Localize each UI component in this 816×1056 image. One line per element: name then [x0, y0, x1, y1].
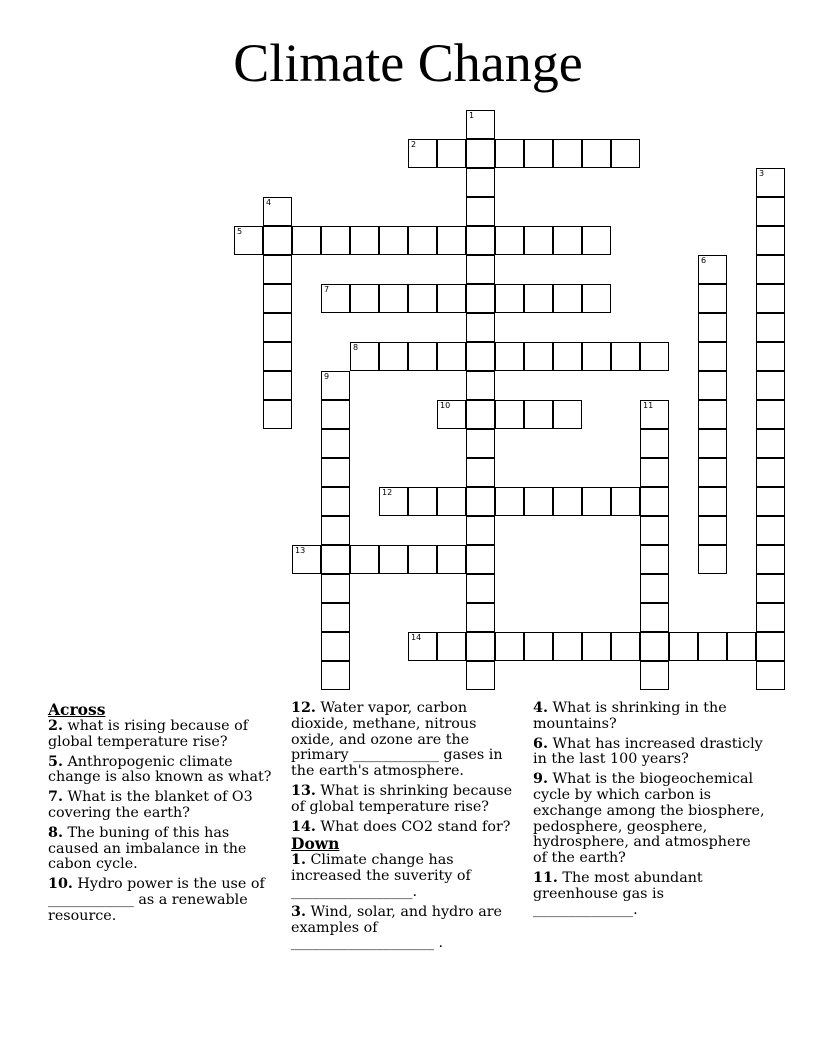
grid-cell[interactable]	[524, 400, 553, 429]
grid-cell[interactable]	[321, 284, 350, 313]
grid-cell[interactable]	[321, 661, 350, 690]
grid-cell[interactable]	[321, 603, 350, 632]
clue-down-3: 3. Wind, solar, and hydro are examples of ____________________ .	[291, 903, 503, 952]
grid-cell[interactable]	[640, 545, 669, 574]
grid-cell[interactable]	[756, 313, 785, 342]
grid-cell[interactable]	[321, 458, 350, 487]
cell-number: 2	[411, 140, 417, 149]
grid-cell[interactable]	[698, 371, 727, 400]
grid-cell[interactable]	[756, 487, 785, 516]
grid-cell[interactable]	[466, 284, 495, 313]
grid-cell[interactable]	[698, 313, 727, 342]
grid-cell[interactable]	[756, 516, 785, 545]
grid-cell[interactable]	[756, 545, 785, 574]
grid-cell[interactable]	[466, 429, 495, 458]
grid-cell[interactable]	[466, 139, 495, 168]
grid-cell[interactable]	[698, 342, 727, 371]
grid-cell[interactable]	[321, 516, 350, 545]
grid-cell[interactable]	[263, 197, 292, 226]
clue-down-11: 11. The most abundant greenhouse gas is ______________.	[533, 869, 703, 918]
grid-cell[interactable]	[437, 632, 466, 661]
grid-cell[interactable]	[234, 226, 263, 255]
cell-number: 12	[382, 488, 393, 497]
grid-cell[interactable]	[437, 342, 466, 371]
grid-cell[interactable]	[466, 110, 495, 139]
grid-cell[interactable]	[437, 284, 466, 313]
grid-cell[interactable]	[582, 632, 611, 661]
grid-cell[interactable]	[698, 458, 727, 487]
grid-cell[interactable]	[495, 632, 524, 661]
grid-cell[interactable]	[321, 487, 350, 516]
clue-across-10: 10. Hydro power is the use of ____________ as a renewable resource.	[48, 876, 265, 924]
grid-cell[interactable]	[640, 342, 669, 371]
grid-cell[interactable]	[553, 139, 582, 168]
puzzle-title: Climate Change	[233, 33, 583, 93]
grid-cell[interactable]	[524, 487, 553, 516]
grid-cell[interactable]	[263, 255, 292, 284]
grid-cell[interactable]	[756, 168, 785, 197]
cell-number: 1	[469, 111, 475, 120]
cell-number: 3	[759, 169, 765, 178]
grid-cell[interactable]	[379, 487, 408, 516]
clue-across-8: 8. The buning of this has caused an imbalance in the cabon cycle.	[48, 824, 247, 873]
cell-number: 13	[295, 546, 306, 555]
grid-cell[interactable]	[437, 487, 466, 516]
grid-cell[interactable]	[553, 284, 582, 313]
grid-cell[interactable]	[698, 632, 727, 661]
grid-cell[interactable]	[321, 400, 350, 429]
grid-cell[interactable]	[466, 226, 495, 255]
grid-cell[interactable]	[640, 603, 669, 632]
grid-cell[interactable]	[466, 545, 495, 574]
grid-cell[interactable]	[640, 487, 669, 516]
clue-down-4: 4. What is shrinking in the mountains?	[533, 700, 727, 732]
clue-across-12: 12. Water vapor, carbon dioxide, methane, nitrous oxide, and ozone are the primary ____________ gases in the earth's atmosphere.	[291, 700, 503, 780]
grid-cell[interactable]	[553, 487, 582, 516]
grid-cell[interactable]	[756, 458, 785, 487]
cell-number: 6	[701, 256, 707, 265]
grid-cell[interactable]	[466, 197, 495, 226]
grid-cell[interactable]	[698, 487, 727, 516]
grid-cell[interactable]	[495, 400, 524, 429]
grid-cell[interactable]	[466, 487, 495, 516]
grid-cell[interactable]	[408, 545, 437, 574]
grid-cell[interactable]	[321, 226, 350, 255]
grid-cell[interactable]	[466, 516, 495, 545]
grid-cell[interactable]	[408, 632, 437, 661]
clues-column-3	[533, 701, 765, 922]
grid-cell[interactable]	[263, 400, 292, 429]
clue-across-5: 5. Anthropogenic climate change is also known as what?	[48, 753, 272, 786]
grid-cell[interactable]	[756, 197, 785, 226]
grid-cell[interactable]	[553, 226, 582, 255]
grid-cell[interactable]	[698, 429, 727, 458]
grid-cell[interactable]	[379, 284, 408, 313]
grid-cell[interactable]	[466, 371, 495, 400]
grid-cell[interactable]	[437, 139, 466, 168]
grid-cell[interactable]	[698, 516, 727, 545]
grid-cell[interactable]	[263, 313, 292, 342]
grid-cell[interactable]	[408, 487, 437, 516]
grid-cell[interactable]	[408, 139, 437, 168]
cell-number: 9	[324, 372, 330, 381]
grid-cell[interactable]	[582, 284, 611, 313]
grid-cell[interactable]	[466, 603, 495, 632]
grid-cell[interactable]	[698, 400, 727, 429]
grid-cell[interactable]	[350, 226, 379, 255]
clue-down-9: 9. What is the biogeochemical cycle by which carbon is exchange among the biosphere, pedosphere, geosphere, hydrosphere, and atmosphere of the earth?	[533, 771, 765, 867]
grid-cell[interactable]	[350, 342, 379, 371]
clue-across-13: 13. What is shrinking because of global temperature rise?	[291, 782, 513, 815]
grid-cell[interactable]	[640, 516, 669, 545]
grid-cell[interactable]	[466, 168, 495, 197]
grid-cell[interactable]	[640, 429, 669, 458]
cell-number: 7	[324, 285, 330, 294]
grid-cell[interactable]	[756, 284, 785, 313]
grid-cell[interactable]	[350, 284, 379, 313]
grid-cell[interactable]	[263, 284, 292, 313]
grid-cell[interactable]	[698, 255, 727, 284]
grid-cell[interactable]	[582, 139, 611, 168]
grid-cell[interactable]	[292, 226, 321, 255]
grid-cell[interactable]	[611, 139, 640, 168]
grid-cell[interactable]	[263, 371, 292, 400]
grid-cell[interactable]	[756, 632, 785, 661]
grid-cell[interactable]	[437, 545, 466, 574]
clue-down-6: 6. What has increased drasticly in the last 100 years?	[533, 735, 763, 768]
grid-cell[interactable]	[756, 400, 785, 429]
cell-number: 11	[643, 401, 654, 410]
grid-cell[interactable]	[495, 226, 524, 255]
clue-down-1: 1. Climate change has increased the suverity of _________________.	[291, 852, 471, 900]
clue-across-14: 14. What does CO2 stand for?	[291, 818, 511, 835]
grid-cell[interactable]	[756, 226, 785, 255]
cell-number: 4	[266, 198, 272, 207]
grid-cell[interactable]	[408, 342, 437, 371]
cell-number: 14	[411, 633, 422, 642]
grid-cell[interactable]	[640, 661, 669, 690]
grid-cell[interactable]	[495, 342, 524, 371]
grid-cell[interactable]	[582, 487, 611, 516]
grid-cell[interactable]	[669, 632, 698, 661]
grid-cell[interactable]	[379, 342, 408, 371]
grid-cell[interactable]	[698, 545, 727, 574]
grid-cell[interactable]	[379, 545, 408, 574]
grid-cell[interactable]	[553, 342, 582, 371]
grid-cell[interactable]	[640, 458, 669, 487]
grid-cell[interactable]	[321, 545, 350, 574]
grid-cell[interactable]	[263, 226, 292, 255]
clues-column-2	[291, 701, 523, 956]
grid-cell[interactable]	[466, 313, 495, 342]
grid-cell[interactable]	[321, 371, 350, 400]
grid-cell[interactable]	[263, 342, 292, 371]
grid-cell[interactable]	[437, 400, 466, 429]
grid-cell[interactable]	[756, 342, 785, 371]
grid-cell[interactable]	[524, 226, 553, 255]
cell-number: 8	[353, 343, 359, 352]
grid-cell[interactable]	[611, 487, 640, 516]
cell-number: 5	[237, 227, 243, 236]
grid-cell[interactable]	[553, 632, 582, 661]
grid-cell[interactable]	[466, 661, 495, 690]
grid-cell[interactable]	[408, 284, 437, 313]
grid-cell[interactable]	[640, 574, 669, 603]
grid-cell[interactable]	[756, 255, 785, 284]
grid-cell[interactable]	[495, 139, 524, 168]
grid-cell[interactable]	[582, 226, 611, 255]
grid-cell[interactable]	[466, 574, 495, 603]
grid-cell[interactable]	[321, 632, 350, 661]
grid-cell[interactable]	[727, 632, 756, 661]
grid-cell[interactable]	[495, 487, 524, 516]
grid-cell[interactable]	[321, 429, 350, 458]
grid-cell[interactable]	[524, 139, 553, 168]
grid-cell[interactable]	[756, 429, 785, 458]
grid-cell[interactable]	[466, 632, 495, 661]
across-header: Across	[48, 700, 106, 719]
grid-cell[interactable]	[524, 284, 553, 313]
clues-column-1	[48, 701, 280, 929]
grid-cell[interactable]	[698, 284, 727, 313]
grid-cell[interactable]	[408, 226, 437, 255]
grid-cell[interactable]	[553, 400, 582, 429]
clue-across-2: 2. what is rising because of global temperature rise?	[48, 718, 249, 750]
grid-cell[interactable]	[611, 632, 640, 661]
grid-cell[interactable]	[379, 226, 408, 255]
grid-cell[interactable]	[350, 545, 379, 574]
grid-cell[interactable]	[495, 284, 524, 313]
grid-cell[interactable]	[292, 545, 321, 574]
down-header: Down	[291, 834, 340, 854]
grid-cell[interactable]	[466, 458, 495, 487]
grid-cell[interactable]	[611, 342, 640, 371]
clue-across-7: 7. What is the blanket of O3 covering the earth?	[48, 789, 253, 821]
grid-cell[interactable]	[466, 400, 495, 429]
grid-cell[interactable]	[466, 255, 495, 284]
grid-cell[interactable]	[466, 342, 495, 371]
grid-cell[interactable]	[524, 632, 553, 661]
grid-cell[interactable]	[321, 574, 350, 603]
grid-cell[interactable]	[756, 603, 785, 632]
grid-cell[interactable]	[437, 226, 466, 255]
cell-number: 10	[440, 401, 451, 410]
grid-cell[interactable]	[640, 400, 669, 429]
grid-cell[interactable]	[582, 342, 611, 371]
grid-cell[interactable]	[524, 342, 553, 371]
grid-cell[interactable]	[640, 632, 669, 661]
grid-cell[interactable]	[756, 371, 785, 400]
grid-cell[interactable]	[756, 661, 785, 690]
grid-cell[interactable]	[756, 574, 785, 603]
